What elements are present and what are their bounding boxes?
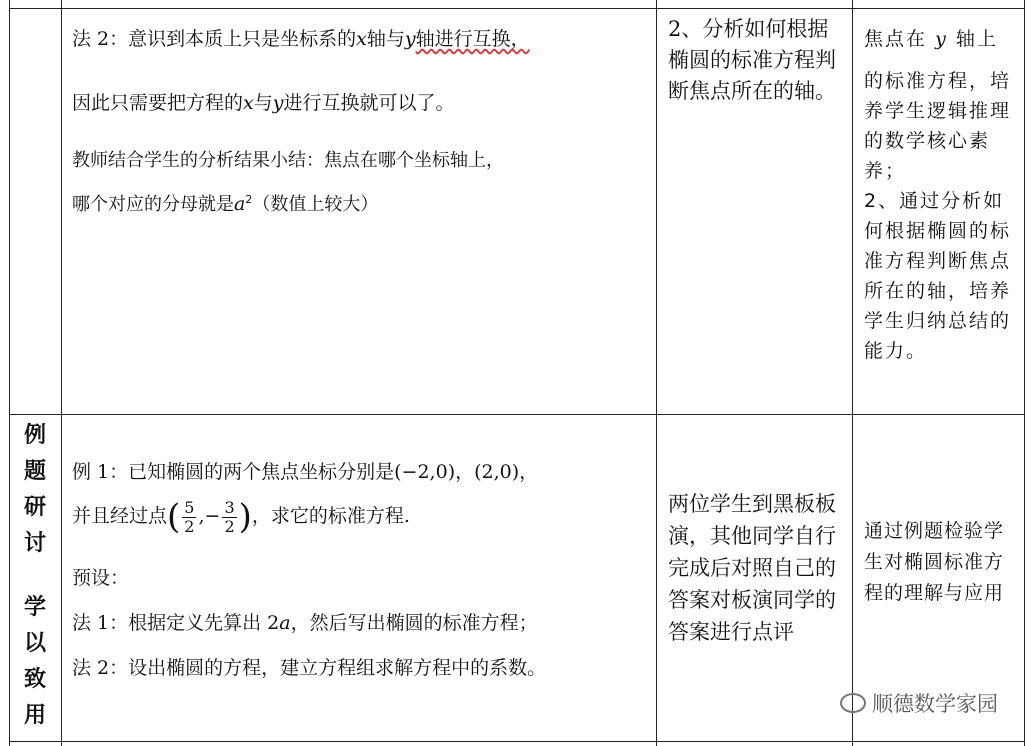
- var-x-2: x: [243, 92, 254, 114]
- wechat-icon: [840, 693, 866, 713]
- paren-right: ): [238, 497, 252, 537]
- pass-text-end: ，求它的标准方程.: [251, 505, 410, 527]
- method1-text-a: 法 1：根据定义先算出 2: [72, 612, 280, 634]
- teacher-summary-line2: [72, 190, 378, 216]
- row1-method-cell: [72, 0, 652, 414]
- summary-text-a: 哪个对应的分母就是: [72, 194, 234, 215]
- row1-activity-cell: 2、分析如何根据椭圆的标准方程判断焦点所在的轴。: [668, 17, 836, 103]
- summary-text-b: （数值上较大）: [252, 194, 379, 215]
- example-line2: [72, 497, 410, 537]
- table-divider-col2: [656, 0, 657, 746]
- section-char: 致: [23, 667, 46, 692]
- section-char: 研: [23, 495, 46, 520]
- section-char: 讨: [23, 531, 46, 556]
- section-char: 以: [23, 631, 46, 656]
- example-end: ，: [519, 461, 539, 483]
- fraction-separator: ,−: [198, 505, 221, 527]
- row2-example-cell: [72, 415, 652, 741]
- table-divider-col3: [852, 0, 853, 746]
- example-line1: [72, 457, 538, 484]
- section-char: 题: [23, 459, 46, 484]
- watermark: [840, 688, 998, 718]
- section-char: 学: [23, 595, 46, 620]
- method2-text-a: 法 2：意识到本质上只是坐标系的: [72, 28, 357, 50]
- method2-line2-a: 因此只需要把方程的: [72, 92, 244, 114]
- row2-activity-cell: 两位学生到黑板板演，其他同学自行完成后对照自己的答案对板演同学的答案进行点评: [668, 492, 836, 644]
- section-label: [10, 418, 60, 740]
- focus-point-2: (2,0): [474, 461, 520, 483]
- method2-text-b: 轴与: [366, 28, 405, 50]
- preset-label: 预设：: [72, 567, 130, 589]
- watermark-text: 顺德数学家园: [872, 692, 998, 716]
- fraction-3-2: [222, 499, 236, 536]
- intent-text-a: 焦点在: [864, 28, 928, 50]
- fraction-denominator: 2: [184, 516, 195, 536]
- method2-line2-b: 与: [253, 92, 273, 114]
- var-y: y: [404, 28, 416, 50]
- method2-line2-c: 进行互换就可以了。: [283, 92, 455, 114]
- section-char: 例: [23, 423, 46, 448]
- fraction-denominator: 2: [224, 516, 235, 536]
- example-sep: ，: [455, 461, 475, 483]
- row1-intent-cell: [864, 24, 1020, 366]
- var-a: a: [234, 193, 246, 215]
- method2-line2: [72, 88, 455, 115]
- table-bottom-border: [9, 741, 1025, 742]
- method1-text-b: ，然后写出椭圆的标准方程；: [290, 612, 538, 634]
- fraction-5-2: [182, 499, 196, 536]
- table-divider-col1: [61, 0, 62, 746]
- superscript-2: 2: [245, 193, 253, 206]
- row2-intent-cell: 通过例题检验学生对椭圆标准方程的理解与应用: [864, 520, 1005, 604]
- method1-line: [72, 608, 538, 635]
- fraction-numerator: 3: [224, 497, 235, 517]
- intent-rest: 的标准方程，培养学生逻辑推理的数学核心素养；: [864, 70, 1012, 182]
- paren-left: (: [167, 497, 181, 537]
- section-char: 用: [23, 703, 46, 728]
- table-border-right: [1024, 0, 1025, 746]
- method2-line: 法 2：设出椭圆的方程，建立方程组求解方程中的系数。: [72, 657, 547, 679]
- example-text: 例 1：已知椭圆的两个焦点坐标分别是: [72, 461, 395, 483]
- var-a-2: a: [279, 612, 291, 634]
- intent-text-b: 轴上: [955, 28, 998, 50]
- method2-line1: [72, 24, 530, 51]
- focus-point-1: (−2,0): [394, 461, 456, 483]
- fraction-numerator: 5: [184, 497, 195, 517]
- intent-line1: [864, 24, 1020, 54]
- teacher-summary-line1: 教师结合学生的分析结果小结：焦点在哪个坐标轴上，: [72, 150, 504, 171]
- var-y-2: y: [272, 92, 284, 114]
- intent-item-2: 2、通过分析如何根据椭圆的标准方程判断焦点所在的轴，培养学生归纳总结的能力。: [864, 190, 1012, 362]
- method2-text-c: 轴进行互换，: [415, 28, 530, 50]
- var-x: x: [356, 28, 367, 50]
- var-y-3: y: [935, 28, 948, 50]
- pass-text: 并且经过点: [72, 505, 168, 527]
